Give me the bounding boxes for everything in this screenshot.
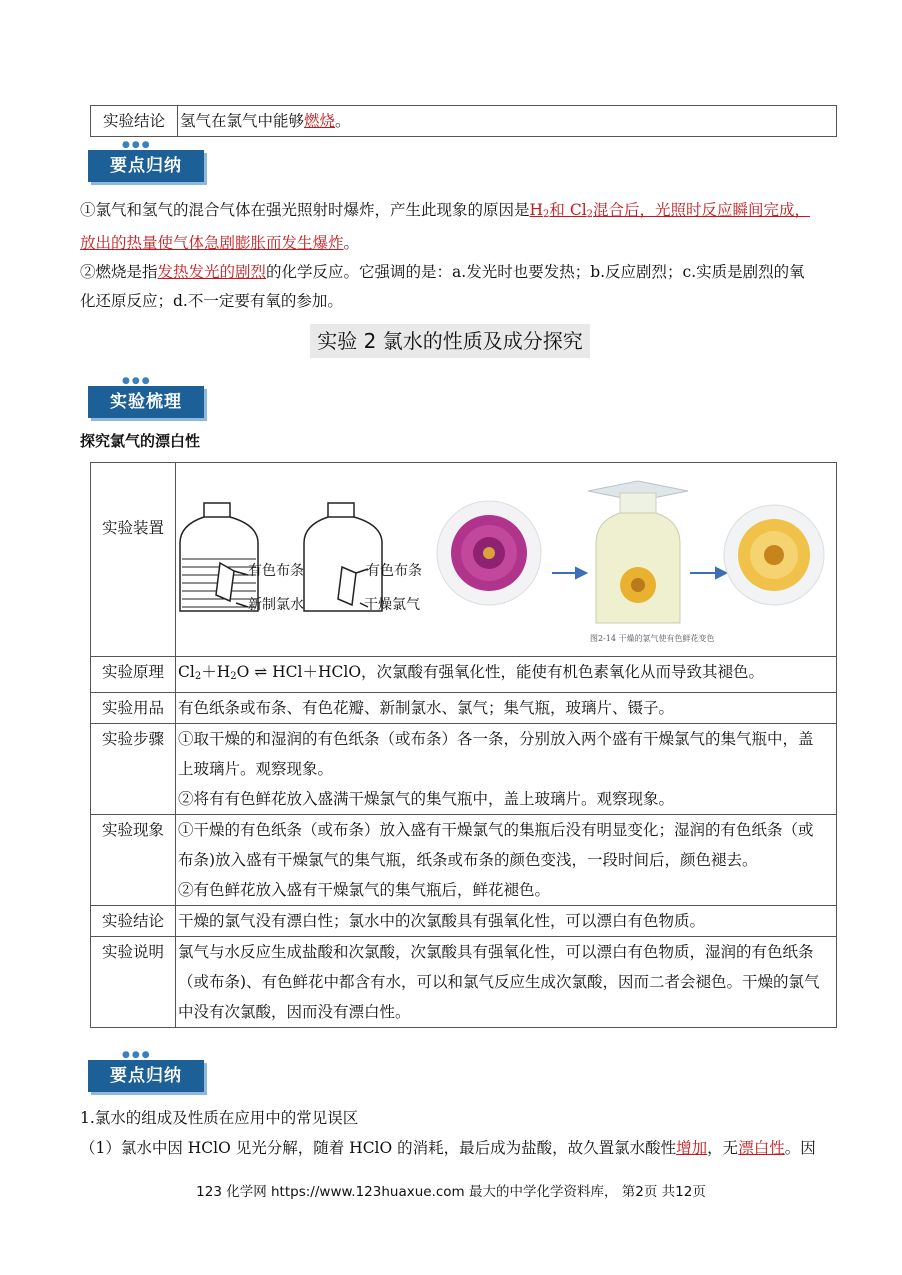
- materials-content: 有色纸条或布条、有色花瓣、新制氯水、氯气；集气瓶，玻璃片、镊子。: [176, 693, 837, 724]
- purple-flower-icon: [437, 501, 541, 605]
- row-label: 实验现象: [91, 815, 176, 906]
- svg-text:干燥氯气: 干燥氯气: [364, 597, 420, 613]
- key-points-badge: ●●● 要点归纳: [88, 150, 204, 182]
- steps-content: ①取干燥的和湿润的有色纸条（或布条）各一条，分别放入两个盛有干燥氯气的集气瓶中，盖 上玻璃片。观察现象。 ②将有有色鲜花放入盛满干燥氯气的集气瓶中，盖上玻璃片。观察现象。: [176, 724, 837, 815]
- row-label: 实验结论: [91, 106, 178, 137]
- svg-text:图2-14 干燥的氯气使有色鲜花变色: 图2-14 干燥的氯气使有色鲜花变色: [590, 634, 715, 643]
- apparatus-figure: [176, 463, 837, 657]
- point-heading: 1.氯水的组成及性质在应用中的常见误区: [80, 1109, 359, 1127]
- page-footer: 123 化学网 https://www.123huaxue.com 最大的中学化学资料库， 第2页 共12页: [196, 1184, 706, 1200]
- key-point-1: ①氯气和氢气的混合气体在强光照射时爆炸，产生此现象的原因是$H_2$和 $Cl_2$混合后，光照时反应瞬间完成， 放出的热量使气体急剧膨胀而发生爆炸。: [80, 201, 811, 252]
- experiment-outline-badge: ●●● 实验梳理: [88, 386, 204, 418]
- top-conclusion-table: [90, 105, 837, 137]
- apparatus-illustration: [176, 463, 836, 646]
- bottle-wet-icon: [180, 503, 258, 611]
- row-content: 氢气在氯气中能够燃烧。: [178, 106, 837, 137]
- row-label: 实验结论: [91, 906, 176, 937]
- dots-icon: ●●●: [122, 1050, 152, 1060]
- notes-content: 氯气与水反应生成盐酸和次氯酸，次氯酸具有强氧化性，可以漂白有色物质，湿润的有色纸条 （或布条)、有色鲜花中都含有水，可以和氯气反应生成次氯酸，因而二者会褪色。干燥的氯气 中没有次氯酸，因而没有漂白性。: [176, 937, 837, 1028]
- gas-jar-icon: [588, 481, 688, 623]
- dots-icon: ●●●: [122, 140, 152, 150]
- bottle-dry-icon: [304, 503, 382, 611]
- row-label: 实验用品: [91, 693, 176, 724]
- svg-text:有色布条: 有色布条: [248, 563, 304, 579]
- svg-text:有色布条: 有色布条: [366, 563, 422, 579]
- row-label: 实验步骤: [91, 724, 176, 815]
- subheading: 探究氯气的漂白性: [80, 432, 201, 450]
- principle-content: $Cl_2+H_2O$ ⇌ HCl＋HClO，次氯酸有强氧化性，能使有机色素氧化从而导致其褪色。: [176, 657, 837, 693]
- svg-text:新制氯水: 新制氯水: [248, 597, 304, 613]
- key-point-2: ②燃烧是指发热发光的剧烈的化学反应。它强调的是：a.发光时也要发热；b.反应剧烈；c.实质是剧烈的氧 化还原反应；d.不一定要有氧的参加。: [80, 263, 805, 310]
- experiment-table: [90, 462, 837, 1028]
- key-points-badge-2: ●●● 要点归纳: [88, 1060, 204, 1092]
- row-label: 实验装置: [91, 463, 176, 657]
- row-label: 实验说明: [91, 937, 176, 1028]
- conclusion-content: 干燥的氯气没有漂白性；氯水中的次氯酸具有强氧化性，可以漂白有色物质。: [176, 906, 837, 937]
- yellow-flower-icon: [724, 505, 824, 605]
- dots-icon: ●●●: [122, 376, 152, 386]
- section-title: 实验 2 氯水的性质及成分探究: [310, 324, 590, 358]
- arrow-right-icon: [552, 568, 586, 578]
- point-detail: （1）氯水中因 HClO 见光分解，随着 HClO 的消耗，最后成为盐酸，故久置氯水酸性增加，无漂白性。因: [80, 1139, 816, 1157]
- row-label: 实验原理: [91, 657, 176, 693]
- phenomena-content: ①干燥的有色纸条（或布条）放入盛有干燥氯气的集瓶后没有明显变化；湿润的有色纸条（或 布条)放入盛有干燥氯气的集气瓶，纸条或布条的颜色变浅，一段时间后，颜色褪去。 ②有色鲜花放入盛有干燥氯气的集气瓶后，鲜花褪色。: [176, 815, 837, 906]
- arrow-right-icon: [690, 568, 726, 578]
